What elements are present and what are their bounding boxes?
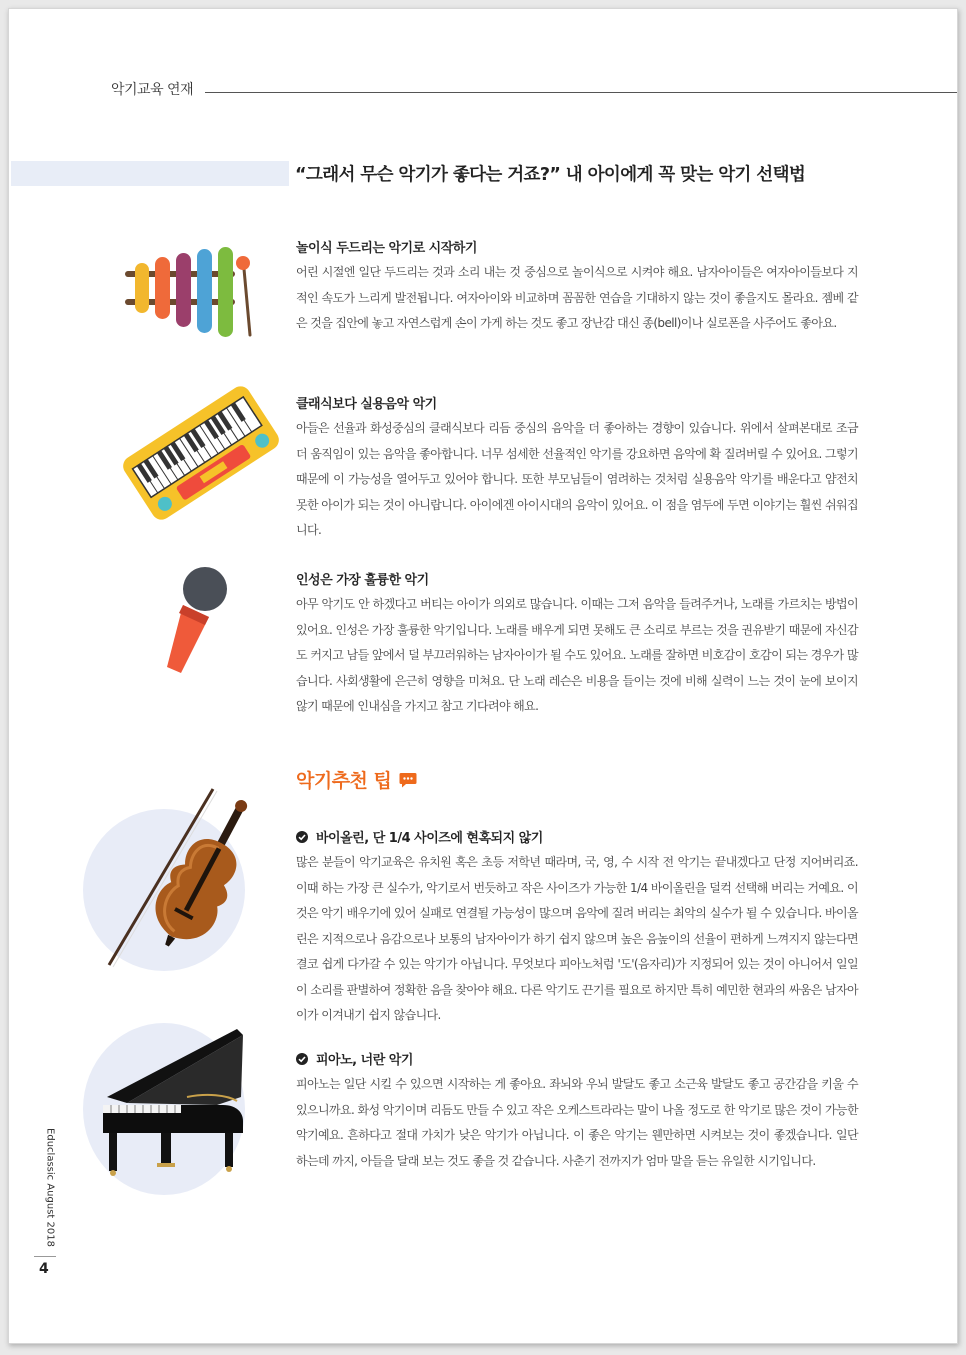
- magazine-sidebar: [35, 1127, 56, 1257]
- section-heading: 클래식보다 실용음악 악기: [296, 397, 437, 412]
- header-rule: [205, 92, 957, 93]
- page-number-rule: [34, 1256, 56, 1257]
- keyboard-illustration: [121, 373, 281, 533]
- tips-heading: [296, 766, 417, 793]
- violin-illustration: [95, 785, 255, 971]
- title-accent-bar: [11, 161, 289, 186]
- microphone-illustration: [159, 561, 239, 679]
- check-circle-icon: [296, 1053, 308, 1065]
- magazine-page: [8, 8, 958, 1344]
- grand-piano-illustration: [97, 1021, 247, 1181]
- page-number: 4: [39, 1261, 49, 1277]
- section-percussion: [296, 237, 858, 337]
- section-heading: 놀이식 두드리는 악기로 시작하기: [296, 241, 477, 256]
- section-practical-music: [296, 393, 858, 544]
- tip-heading: [296, 1049, 858, 1068]
- tip-piano: [296, 1049, 858, 1174]
- section-voice: [296, 569, 858, 720]
- tip-body: 피아노는 일단 시킬 수 있으면 시작하는 게 좋아요. 좌뇌와 우뇌 발달도 좋고 소근육 발달도 좋고 공간감을 키울 수 있으니까요. 화성 악기이며 리듬도 만들 수 있고 작은 오케스트라라는 말이 나올 정도로 한 악기로 많은 것이 가능한 악기예요. 흔하다고 절대 가치가 낮은 악기가 아닙니다. 이 좋은 악기는 웬만하면 시켜보는 것이 좋겠습니다. 일단 하는데 까지, 아들을 달래 보는 것도 좋을 것 같습니다. 사춘기 전까지가 엄마 말을 듣는 유일한 시기입니다.: [296, 1077, 858, 1168]
- tip-violin: [296, 827, 858, 1029]
- series-label: 악기교육 연재: [111, 82, 194, 98]
- section-heading: 인성은 가장 훌륭한 악기: [296, 573, 429, 588]
- section-body: 어린 시절엔 일단 두드리는 것과 소리 내는 것 중심으로 놀이식으로 시켜야 해요. 남자아이들은 여자아이들보다 지적인 속도가 느리게 발전됩니다. 여자아이와 비교하며 꼼꼼한 연습을 기대하지 않는 것이 좋을지도 몰라요. 젬베 같은 것을 집안에 놓고 자연스럽게 손이 가게 하는 것도 좋고 장난감 대신 종(bell)이나 실로폰을 사주어도 좋아요.: [296, 265, 858, 330]
- tip-heading: [296, 827, 858, 846]
- magazine-issue: Educlassic August 2018: [44, 1128, 56, 1247]
- tip-body: 많은 분들이 악기교육은 유치원 혹은 초등 저학년 때라며, 국, 영, 수 시작 전 악기는 끝내겠다고 단정 지어버리죠. 이때 하는 가장 큰 실수가, 악기로서 번듯하고 작은 사이즈가 가능한 1/4 바이올린을 덜컥 선택해 버리는 거예요. 이것은 악기 배우기에 있어 실패로 연결될 가능성이 많으며 음악에 질려 버리는 최악의 실수가 될 수 있습니다. 바이올린은 지적으로나 음감으로나 보통의 남자아이가 하기 쉽지 않으며 높은 음높이의 선율이 편하게 느껴지지 않는다면 결코 쉽게 다가갈 수 있는 악기가 아닙니다. 무엇보다 피아노처럼 '도'(음자리)가 지정되어 있는 것이 아니어서 일일이 소리를 판별하여 정확한 음을 찾아야 해요. 다른 악기도 끈기를 필요로 하지만 특히 예민한 현과의 싸움은 남자아이가 이겨내기 쉽지 않습니다.: [296, 855, 858, 1022]
- section-body: 아들은 선율과 화성중심의 클래식보다 리듬 중심의 음악을 더 좋아하는 경향이 있습니다. 위에서 살펴본대로 조금 더 움직임이 있는 음악을 좋아합니다. 너무 섬세한 선율적인 악기를 강요하면 음악에 확 질려버릴 수 있어요. 그렇기 때문에 이 가능성을 열어두고 있어야 합니다. 또한 부모님들이 염려하는 것처럼 실용음악 악기를 배운다고 얌전치 못한 아이가 되는 것이 아니랍니다. 아이에겐 아이시대의 음악이 있어요. 이 점을 염두에 두면 이야기는 훨씬 쉬워집니다.: [296, 421, 858, 537]
- xylophone-illustration: [121, 237, 261, 337]
- check-circle-icon: [296, 831, 308, 843]
- chat-bubble-icon: [399, 772, 417, 788]
- tips-heading-text: 악기추천 팁: [296, 770, 392, 792]
- section-body: 아무 악기도 안 하겠다고 버티는 아이가 의외로 많습니다. 이때는 그저 음악을 들려주거나, 노래를 가르치는 방법이 있어요. 인성은 가장 훌륭한 악기입니다. 노래를 배우게 되면 못해도 큰 소리로 부르는 것을 권유받기 때문에 자신감도 커지고 남들 앞에서 덜 부끄러워하는 남자아이가 될 수도 있어요. 노래를 잘하면 비호감이 호감이 되는 경우가 많습니다. 사회생활에 은근히 영향을 미쳐요. 단 노래 레슨은 비용을 들이는 것에 비해 실력이 느는 것이 눈에 보이지 않기 때문에 인내심을 가지고 참고 기다려야 해요.: [296, 597, 858, 713]
- tip-heading-text: 피아노, 너란 악기: [316, 1053, 413, 1068]
- article-title: “그래서 무슨 악기가 좋다는 거죠?” 내 아이에게 꼭 맞는 악기 선택법: [295, 165, 806, 185]
- tip-heading-text: 바이올린, 단 1/4 사이즈에 현혹되지 않기: [316, 831, 543, 846]
